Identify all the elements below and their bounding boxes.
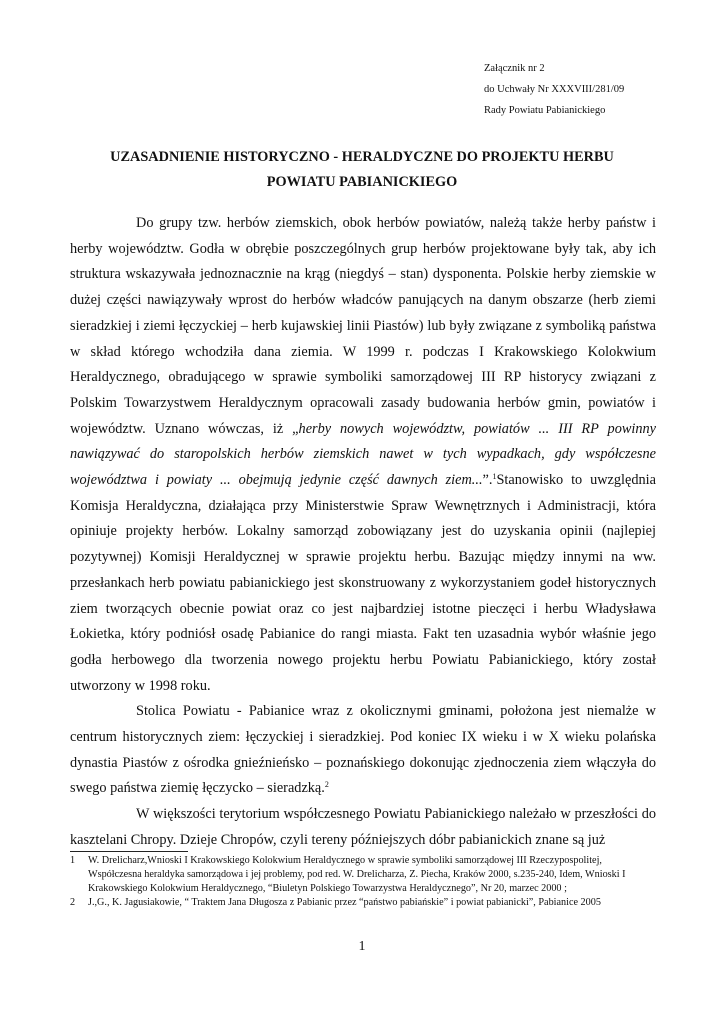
footnote-2	[70, 896, 656, 910]
quotation: herby nowych województw, powiatów ... III RP powinny nawiązywać do staropolskich herbów ziemskich nawet w tych wypadkach, gdy współczesne województwa i powiaty ... obejmują jedynie część dawnych ziem...	[70, 420, 656, 489]
footnote-1	[70, 854, 656, 896]
annex-line: Załącznik nr 2	[484, 63, 545, 74]
paragraph-3: W większości terytorium współczesnego Powiatu Pabianickiego należało w przeszłości do kasztelani Chropy. Dzieje Chropów, czyli tereny późniejszych dóbr pabianickich znane są już	[70, 806, 656, 848]
title-line-1: UZASADNIENIE HISTORYCZNO - HERALDYCZNE DO PROJEKTU HERBU	[110, 149, 614, 165]
footnotes	[70, 854, 656, 910]
page-number: 1	[358, 939, 366, 954]
footnote-ref-1[interactable]: 1	[492, 472, 497, 482]
paragraph-2	[70, 699, 656, 802]
footnote-ref-2[interactable]: 2	[324, 780, 329, 790]
footnote-text: J.,G., K. Jagusiakowie, “ Traktem Jana Długosza z Pabianic przez “państwo pabiańskie” i powiat pabianicki”, Pabianice 2005	[88, 897, 601, 908]
footnote-number: 2	[70, 897, 76, 908]
paragraph-text: Stolica Powiatu - Pabianice wraz z okolicznymi gminami, położona jest niemalże w centrum historycznych ziem: łęczyckiej i sieradzkiej. Pod koniec IX wieku i w X wieku polańska dynastia Piastów z ośrodka gnieźnieńsko – poznańskiego dokonując zjednoczenia ziem włączyła do swego państwa ziemię łęczycko – sieradzką.	[70, 703, 656, 797]
title-line-2: POWIATU PABIANICKIEGO	[266, 174, 458, 190]
footnote-separator	[70, 851, 188, 852]
annex-line: do Uchwały Nr XXXVIII/281/09	[484, 84, 625, 95]
paragraph-text: Stanowisko to uwzględnia Komisja Heraldyczna, działająca przy Ministerstwie Spraw Wewnętrznych i Administracji, która opiniuje projekty herbów. Lokalny samorząd zobowiązany jest do uzyskania opinii (najlepiej pozytywnej) Komisji Heraldycznej w sprawie projektu herbu. Bazując między innymi na ww. przesłankach herb powiatu pabianickiego jest skonstruowany z wykorzystaniem godeł historycznych ziem tworzących obecnie powiat oraz co jest najbardziej istotne pieczęci i herbu Władysława Łokietka, który podniósł osadę Pabianice do rangi miasta. Fakt ten uzasadnia wybór właśnie jego godła herbowego dla tworzenia nowego projektu herbu Powiatu Pabianickiego, który został utworzony w 1998 roku.	[70, 472, 656, 694]
annex-line: Rady Powiatu Pabianickiego	[484, 105, 606, 116]
annex-header	[484, 58, 624, 121]
paragraph-1	[70, 211, 656, 699]
document-title	[60, 145, 664, 195]
footnote-number: 1	[70, 855, 76, 866]
paragraph-text: Do grupy tzw. herbów ziemskich, obok herbów powiatów, należą także herby państw i herby województw. Godła w obrębie poszczególnych grup herbów projektowane były tak, aby ich struktura wskazywała jednoznacznie na krąg (niegdyś – stan) dysponenta. Polskie herby ziemskie w dużej części nawiązywały wprost do herbów władców panujących na danym obszarze (herb ziemi sieradzkiej i ziemi łęczyckiej – herb kujawskiej linii Piastów) lub były związane z symboliką państwa w skład którego wchodziła dana ziemia. W 1999 r. podczas I Krakowskiego Kolokwium Heraldycznego, obradującego w sprawie symboliki samorządowej III RP historycy związani z Polskim Towarzystwem Heraldycznym opracowali zasady budowania herbów gmin, powiatów i województw. Uznano wówczas, iż „	[70, 215, 656, 437]
footnote-text: W. Drelicharz,Wnioski I Krakowskiego Kolokwium Heraldycznego w sprawie symboliki samorządowej III Rzeczypospolitej, Współczesna heraldyka samorządowa i jej problemy, pod red. W. Drelicharza, Z. Piecha, Kraków 2000, s.235-240, Idem, Wnioski I Krakowskiego Kolokwium Heraldycznego, “Biuletyn Polskiego Towarzystwa Heraldycznego”, Nr 20, marzec 2000 ;	[88, 855, 626, 894]
document-body	[70, 211, 656, 854]
paragraph-text: ”.	[482, 472, 493, 489]
